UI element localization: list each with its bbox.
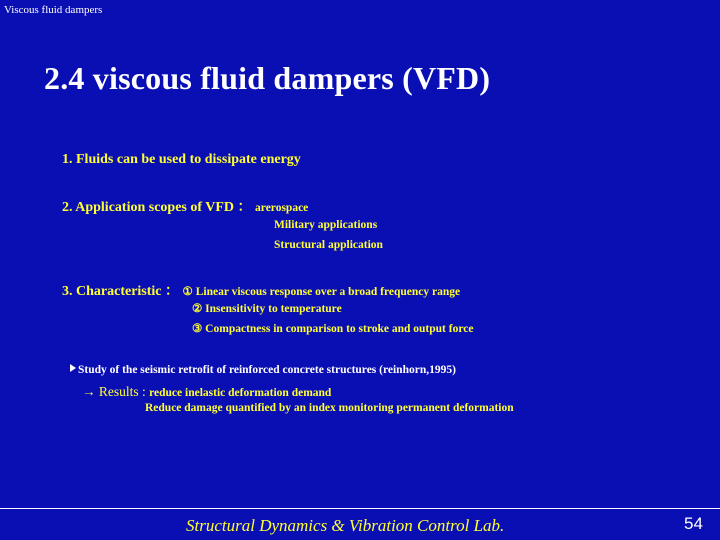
point-3-item: ② Insensitivity to temperature [192, 303, 342, 315]
point-3-item: ① Linear viscous response over a broad frequency range [182, 286, 461, 298]
slide-title: 2.4 viscous fluid dampers (VFD) [44, 60, 491, 96]
point-2 [62, 196, 308, 216]
point-2-item: Military applications [274, 219, 378, 231]
point-3-item: ③ Compactness in comparison to stroke and output force [192, 323, 474, 335]
page-number: 54 [684, 514, 703, 533]
results-prefix: → Results : [82, 384, 150, 399]
point-2-label: 2. Application scopes of VFD ： [62, 200, 252, 215]
header-label: Viscous fluid dampers [4, 4, 103, 16]
results-text-2: Reduce damage quantified by an index monitoring permanent deformation [145, 402, 514, 414]
pointer-arrow-icon [70, 364, 76, 372]
point-2-item: arerospace [255, 202, 309, 214]
point-3-label: 3. Characteristic ： [62, 284, 180, 299]
results-text-1: reduce inelastic deformation demand [149, 387, 332, 399]
study-text: Study of the seismic retrofit of reinforced concrete structures (reinhorn,1995) [78, 364, 456, 376]
point-1: 1. Fluids can be used to dissipate energy [62, 152, 301, 167]
study-note [70, 364, 456, 376]
footer-divider [0, 508, 720, 509]
results-line [82, 383, 331, 401]
footer-lab-name: Structural Dynamics & Vibration Control Lab. [186, 516, 505, 535]
point-3 [62, 280, 460, 300]
point-2-item: Structural application [274, 239, 383, 251]
